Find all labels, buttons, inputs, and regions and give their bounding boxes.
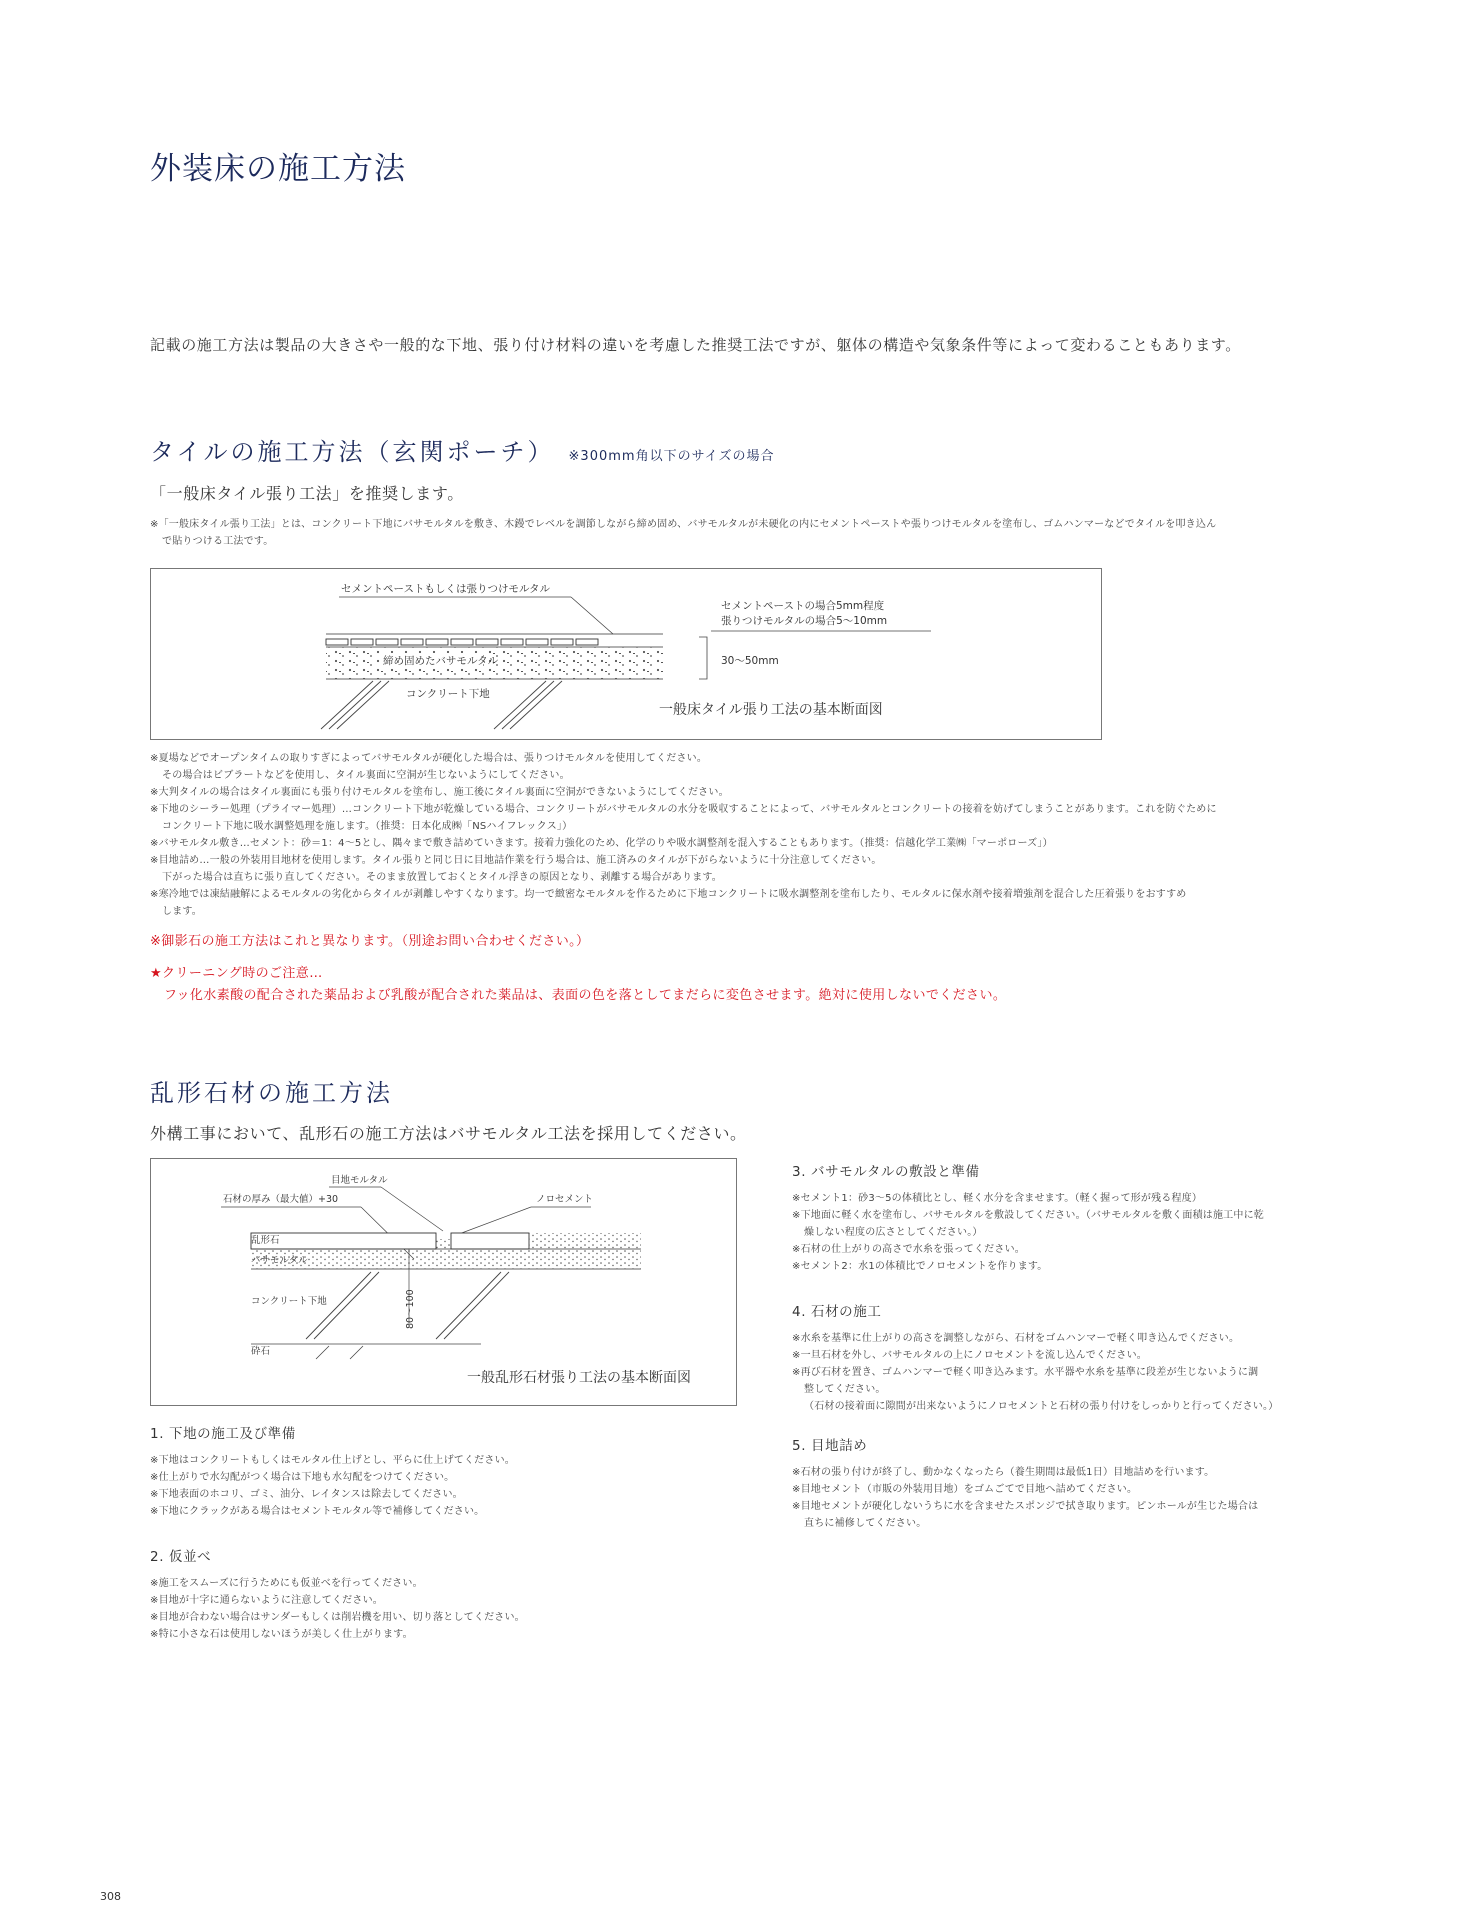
- caution-line: ※寒冷地では凍結融解によるモルタルの劣化からタイルが剥離しやすくなります。均一で緻密なモルタルを作るために下地コンクリートに吸水調整剤を塗布したり、モルタルに保水剤や接着増強剤を混合した圧着張りをおすすめ: [150, 889, 1187, 900]
- note-line: ※「一般床タイル張り工法」とは、コンクリート下地にバサモルタルを敷き、木鏝でレベルを調節しながら締め固め、バサモルタルが未硬化の内にセメントペーストや張りつけモルタルを塗布し、ゴムハンマーなどでタイルを叩き込ん: [150, 519, 1217, 530]
- step-title: 3. バサモルタルの敷設と準備: [792, 1164, 980, 1180]
- tile-cautions: [150, 750, 1330, 920]
- caution-line: ※下地のシーラー処理（プライマー処理）…コンクリート下地が乾燥している場合、コンクリートがバサモルタルの水分を吸収することによって、バサモルタルとコンクリートの接着を妨げてしまうことがあります。これを防ぐために: [150, 804, 1217, 815]
- step-line: ※仕上がりで水勾配がつく場合は下地も水勾配をつけてください。: [150, 1472, 455, 1483]
- caution-line: その場合はビブラートなどを使用し、タイル裏面に空洞が生じないようにしてください。: [162, 770, 570, 781]
- step-5: [792, 1434, 1332, 1532]
- step-line: 燥しない程度の広さとしてください。）: [804, 1227, 983, 1238]
- step-line: ※施工をスムーズに行うためにも仮並べを行ってください。: [150, 1578, 423, 1589]
- step-title: 5. 目地詰め: [792, 1438, 868, 1454]
- label-cement-paste: セメントペーストもしくは張りつけモルタル: [341, 583, 551, 595]
- caution-line: ※大判タイルの場合はタイル裏面にも張り付けモルタルを塗布し、施工後にタイル裏面に空洞ができないようにしてください。: [150, 787, 729, 798]
- tile-method-note: [150, 516, 1330, 550]
- caution-line: ※バサモルタル敷き…セメント：砂＝1：4〜5とし、隅々まで敷き詰めていきます。接着力強化のため、化学のりや吸水調整剤を混入することもあります。（推奨：信越化学工業㈱「マーポローズ」）: [150, 838, 1053, 849]
- intro-text: 記載の施工方法は製品の大きさや一般的な下地、張り付け材料の違いを考慮した推奨工法ですが、躯体の構造や気象条件等によって変わることもあります。: [150, 336, 1241, 354]
- tile-section-lead: 「一般床タイル張り工法」を推奨します。: [150, 484, 464, 503]
- label-stone-thickness: 石材の厚み（最大値）+30: [223, 1194, 339, 1205]
- stone-cross-section-diagram: [150, 1158, 737, 1406]
- tile-diagram-svg: [151, 569, 1101, 739]
- caution-line: ※目地詰め…一般の外装用目地材を使用します。タイル張りと同じ日に目地詰作業を行う場合は、施工済みのタイルが下がらないように十分注意してください。: [150, 855, 882, 866]
- label-concrete-base: コンクリート下地: [406, 688, 490, 700]
- step-line: 整してください。: [804, 1384, 886, 1395]
- tile-section-heading-row: [150, 432, 775, 467]
- stone-diagram-svg: [151, 1159, 736, 1405]
- step-line: ※セメント2：水1の体積比でノロセメントを作ります。: [792, 1261, 1048, 1272]
- label-joint-mortar: 目地モルタル: [331, 1175, 388, 1186]
- step-line: ※石材の張り付けが終了し、動かなくなったら（養生期間は最低1日）目地詰めを行います。: [792, 1467, 1215, 1478]
- tile-cross-section-diagram: [150, 568, 1102, 740]
- step-4: [792, 1300, 1332, 1415]
- caution-line: します。: [162, 906, 202, 917]
- stone-bed-mortar: [251, 1249, 641, 1269]
- caution-line: コンクリート下地に吸水調整処理を施します。（推奨：日本化成㈱「NSハイフレックス」）: [162, 821, 573, 832]
- page-title: 外装床の施工方法: [150, 151, 406, 187]
- step-line: ※目地セメント（市販の外装用目地）をゴムごてで目地へ詰めてください。: [792, 1484, 1138, 1495]
- page-number: 308: [100, 1890, 121, 1903]
- step-line: ※下地面に軽く水を塗布し、バサモルタルを敷設してください。（バサモルタルを敷く面積は施工中に乾: [792, 1210, 1264, 1221]
- step-2: [150, 1545, 740, 1643]
- label-noro-cement: ノロセメント: [536, 1194, 594, 1205]
- step-line: ※下地にクラックがある場合はセメントモルタル等で補修してください。: [150, 1506, 485, 1517]
- step-line: ※セメント1：砂3〜5の体積比とし、軽く水分を含ませます。（軽く握って形が残る程度）: [792, 1193, 1203, 1204]
- label-thickness-paste: セメントペーストの場合5mm程度: [721, 600, 885, 612]
- step-1: [150, 1422, 740, 1520]
- stone-layer: [251, 1233, 529, 1249]
- step-line: ※水糸を基準に仕上がりの高さを調整しながら、石材をゴムハンマーで軽く叩き込んでください。: [792, 1333, 1240, 1344]
- label-random-stone: 乱形石: [251, 1235, 280, 1246]
- step-line: ※目地が合わない場合はサンダーもしくは削岩機を用い、切り落としてください。: [150, 1612, 525, 1623]
- tile-diagram-caption: 一般床タイル張り工法の基本断面図: [659, 702, 883, 718]
- step-line: ※下地はコンクリートもしくはモルタル仕上げとし、平らに仕上げてください。: [150, 1455, 515, 1466]
- step-line: ※再び石材を置き、ゴムハンマーで軽く叩き込みます。水平器や水糸を基準に段差が生じないように調: [792, 1367, 1259, 1378]
- label-gravel: 砕石: [251, 1346, 271, 1357]
- step-line: ※特に小さな石は使用しないほうが美しく仕上がります。: [150, 1629, 413, 1640]
- step-line: （石材の接着面に隙間が出来ないようにノロセメントと石材の張り付けをしっかりと行ってください。）: [804, 1401, 1279, 1412]
- step-line: 直ちに補修してください。: [804, 1518, 927, 1529]
- stone-section-heading: 乱形石材の施工方法: [150, 1079, 393, 1107]
- label-stone-bed: バサモルタル: [251, 1255, 308, 1266]
- note-line: で貼りつける工法です。: [162, 536, 274, 547]
- step-3: [792, 1160, 1332, 1275]
- step-title: 1. 下地の施工及び準備: [150, 1426, 296, 1442]
- tile-section-size-note: ※300mm角以下のサイズの場合: [568, 449, 775, 464]
- cleaning-warning-text: フッ化水素酸の配合された薬品および乳酸が配合された薬品は、表面の色を落としてまだらに変色させます。絶対に使用しないでください。: [164, 988, 1007, 1003]
- label-thickness-mortar: 張りつけモルタルの場合5〜10mm: [721, 615, 888, 627]
- caution-line: ※夏場などでオープンタイムの取りすぎによってバサモルタルが硬化した場合は、張りつけモルタルを使用してください。: [150, 753, 708, 764]
- step-line: ※目地が十字に通らないように注意してください。: [150, 1595, 383, 1606]
- caution-line: 下がった場合は直ちに張り直してください。そのまま放置しておくとタイル浮きの原因となり、剥離する場合があります。: [162, 872, 722, 883]
- step-title: 4. 石材の施工: [792, 1304, 882, 1320]
- step-line: ※一旦石材を外し、バサモルタルの上にノロセメントを流し込んでください。: [792, 1350, 1147, 1361]
- stone-section-lead: 外構工事において、乱形石の施工方法はバサモルタル工法を採用してください。: [150, 1124, 747, 1143]
- label-bed-mortar: 締め固めたバサモルタル: [383, 655, 499, 667]
- tile-section-heading: タイルの施工方法（玄関ポーチ）: [150, 438, 555, 466]
- step-line: ※下地表面のホコリ、ゴミ、油分、レイタンスは除去してください。: [150, 1489, 463, 1500]
- step-line: ※石材の仕上がりの高さで水糸を張ってください。: [792, 1244, 1025, 1255]
- step-title: 2. 仮並べ: [150, 1549, 212, 1565]
- tile-row: [326, 639, 598, 645]
- granite-warning: ※御影石の施工方法はこれと異なります。（別途お問い合わせください。）: [150, 934, 590, 949]
- label-depth: 30〜50mm: [721, 655, 779, 667]
- label-dimension: 80〜100: [405, 1289, 416, 1329]
- label-stone-concrete: コンクリート下地: [251, 1296, 327, 1307]
- step-line: ※目地セメントが硬化しないうちに水を含ませたスポンジで拭き取ります。ピンホールが生じた場合は: [792, 1501, 1259, 1512]
- stone-diagram-caption: 一般乱形石材張り工法の基本断面図: [467, 1370, 691, 1386]
- cleaning-warning-title: ★クリーニング時のご注意…: [150, 966, 323, 981]
